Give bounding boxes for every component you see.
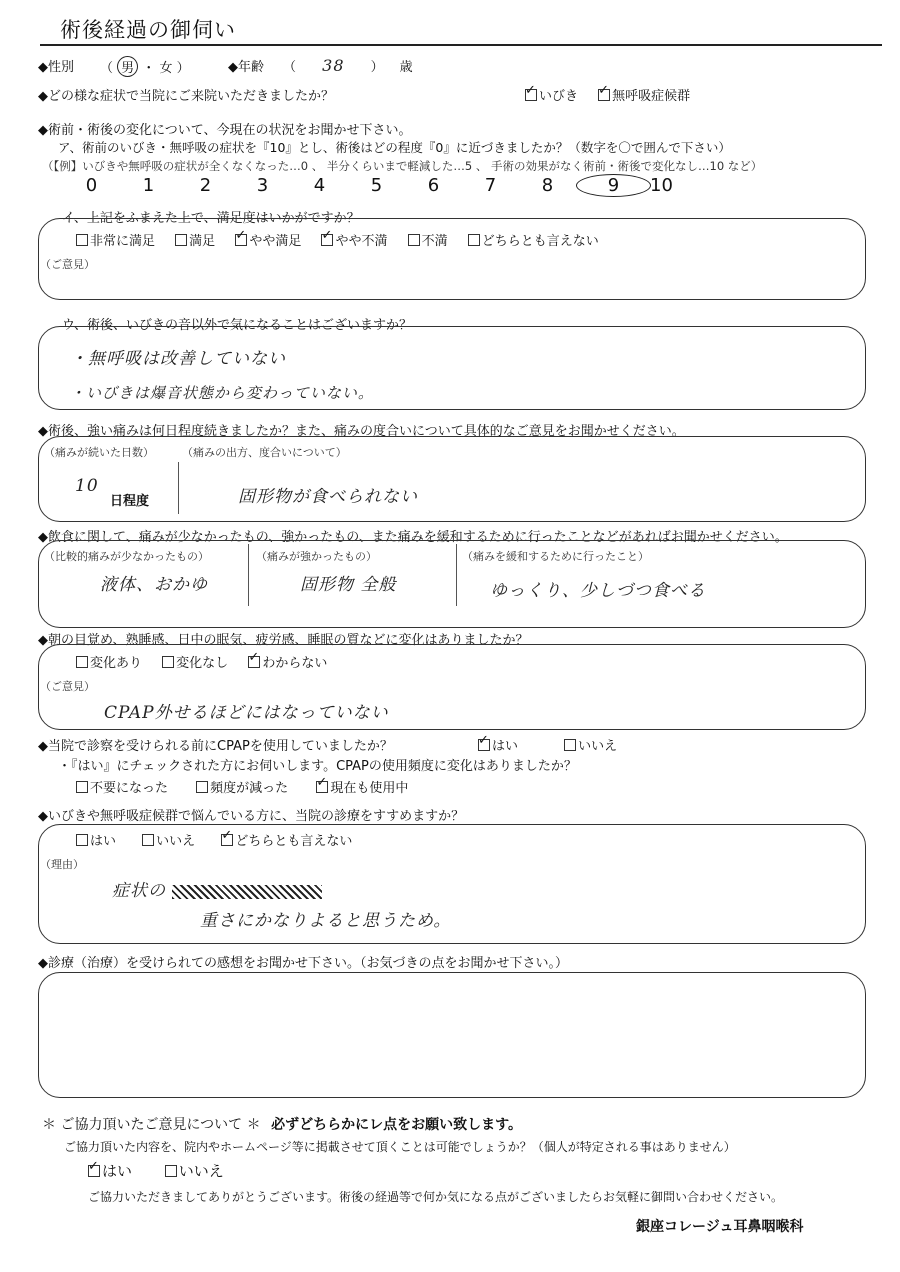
option-label: やや不満 [335,234,388,249]
scale-7[interactable]: 7 [484,175,497,196]
footer-notice [42,1114,522,1134]
age-unit: 歳 [399,60,413,75]
q7-text: ◆朝の目覚め、熟睡感、日中の眠気、疲労感、睡眠の質などに変化はありましたか？ [38,633,529,648]
option-label: どちらとも言えない [235,834,353,849]
q3-option-neither[interactable] [468,230,599,249]
option-label: いびき [539,89,579,104]
q3-option-dissatisfied[interactable] [408,230,448,249]
q6-col3-value[interactable]: ゆっくり、少しづつ食べる [490,581,706,601]
sex-label: ◆性別 [38,60,74,75]
q5-days-value[interactable]: 10 [75,476,99,496]
q7-option-no-change[interactable] [162,652,228,671]
option-label: やや満足 [249,234,302,249]
q5-degree-value[interactable]: 固形物が食べられない [238,487,418,507]
checkbox-icon [478,739,490,751]
q3-option-satisfied[interactable] [175,230,215,249]
q7-option-unknown[interactable] [248,652,327,671]
q1-option-snoring[interactable] [525,85,578,104]
footer-notice-b: 必ずどちらかにレ点をお願い致します。 [271,1117,522,1133]
checkbox-icon [525,89,537,101]
q5-days-unit: 日程度 [110,494,150,509]
q5-days-label: （痛みが続いた日数） [44,446,154,459]
q3-text: イ、上記をふまえた上で、満足度はいかがですか？ [62,211,360,226]
checkbox-icon [564,739,576,751]
checkbox-icon [142,834,154,846]
q4-text: ウ、術後、いびきの音以外で気になることはございますか？ [62,318,412,333]
sex-separator: ・ [142,61,156,76]
checkbox-icon [196,781,208,793]
option-label: わからない [262,656,328,671]
q9-option-neither[interactable] [221,830,352,849]
q9-options [76,830,368,849]
option-label: 非常に満足 [90,234,156,249]
checkbox-icon [321,234,333,246]
checkbox-icon [248,656,260,668]
option-label: 頻度が減った [210,781,289,796]
checkbox-icon [235,234,247,246]
checkbox-icon [175,234,187,246]
option-label: いいえ [156,834,196,849]
q7-options [76,652,343,671]
q6-col1-label: （比較的痛みが少なかったもの） [44,550,209,563]
scale-3[interactable]: 3 [256,175,269,196]
footer-notice-a: ＊ ご協力頂いたご意見について ＊ [42,1117,261,1133]
scale-8[interactable]: 8 [541,175,554,196]
option-label: 不要になった [90,781,169,796]
q8-option-not-needed[interactable] [76,777,168,796]
sex-female[interactable]: 女 [159,61,173,76]
q6-col2-value[interactable]: 固形物 全般 [300,575,397,595]
age-value[interactable]: 38 [322,56,345,75]
checkbox-icon [76,834,88,846]
q9-text: ◆いびきや無呼吸症候群で悩んでいる方に、当院の診療をすすめますか？ [38,809,465,824]
option-label: 無呼吸症候群 [612,89,691,104]
option-label: 満足 [189,234,216,249]
scale-6[interactable]: 6 [427,175,440,196]
q9-reason-label: （理由） [40,858,84,871]
checkbox-icon [165,1165,177,1177]
option-label: どちらとも言えない [481,234,599,249]
q3-opinion-label: （ご意見） [40,258,95,271]
q9-reason-line2[interactable]: 重さにかなりよると思うため。 [200,911,452,931]
scale-5[interactable]: 5 [370,175,383,196]
q6-divider-1 [248,544,249,606]
q7-option-changed[interactable] [76,652,142,671]
q5-text: ◆術後、強い痛みは何日程度続きましたか？また、痛みの度合いについて具体的なご意見をお聞かせください。 [38,424,685,439]
checkbox-icon [316,781,328,793]
clinic-name: 銀座コレージュ耳鼻咽喉科 [636,1219,804,1235]
q4-answer-line1[interactable]: ・無呼吸は改善していない [70,349,286,369]
page-title: 術後経過の御伺い [60,18,236,42]
checkbox-icon [76,656,88,668]
q6-col3-label: （痛みを緩和するために行ったこと） [462,550,649,563]
q8-option-reduced[interactable] [196,777,288,796]
footer-question: ご協力頂いた内容を、院内やホームページ等に掲載させて頂くことは可能でしょうか？（個人が特定される事はありません） [64,1140,736,1154]
sex-field: （ 男 ・ 女 ） [100,56,190,77]
option-label: いいえ [578,739,618,754]
q7-opinion-value[interactable]: CPAP外せるほどにはなっていない [104,703,389,723]
q6-text: ◆飲食に関して、痛みが少なかったもの、強かったもの、また痛みを緩和するために行ったことなどがあればお聞かせください。 [38,530,788,545]
checkbox-icon [408,234,420,246]
q10-box[interactable] [38,972,866,1098]
q3-option-somewhat-dissatisfied[interactable] [321,230,387,249]
checkbox-icon [76,781,88,793]
q6-col2-label: （痛みが強かったもの） [256,550,377,563]
q8-options [478,735,633,754]
age-label: ◆年齢 [228,60,264,75]
q8-sub-options [76,777,424,796]
q9-reason-text: 症状の [112,881,166,901]
q5-box [38,436,866,522]
option-label: はい [102,1162,133,1180]
q8-text: ◆当院で診察を受けられる前にCPAPを使用していましたか？ [38,739,393,754]
q2-scale [63,174,690,197]
footer-option-no[interactable] [165,1160,224,1181]
option-label: はい [90,834,117,849]
title-underline [40,44,882,46]
q9-reason-line1[interactable] [112,876,322,901]
q1-text: ◆どの様な症状で当院にご来院いただきましたか？ [38,89,334,104]
option-label: 変化なし [176,656,229,671]
scale-9-selected[interactable] [576,174,633,197]
checkbox-icon [468,234,480,246]
q5-degree-label: （痛みの出方、度合いについて） [182,446,347,459]
option-label: 変化あり [90,656,143,671]
q6-divider-2 [456,544,457,606]
q2-example: （【例】いびきや無呼吸の症状が全くなくなった…0 、 半分くらいまで軽減した…5 、 手術の効果がなく術前・術後で変化なし…10 など） [42,159,763,173]
q7-opinion-label: （ご意見） [40,680,95,693]
footer-options [88,1160,240,1181]
q9-option-yes[interactable] [76,830,116,849]
sex-male-circled[interactable]: 男 [117,56,138,77]
q3-option-very-satisfied[interactable] [76,230,155,249]
scale-2[interactable]: 2 [199,175,212,196]
scale-0[interactable]: 0 [85,175,98,196]
q9-option-no[interactable] [142,830,195,849]
checkbox-icon [88,1165,100,1177]
q3-options [76,230,615,249]
checkbox-icon [76,234,88,246]
q10-text: ◆診療（治療）を受けられての感想をお聞かせ下さい。（お気づきの点をお聞かせ下さい。） [38,956,568,971]
checkbox-icon [221,834,233,846]
q2-sub-a: ア、術前のいびき・無呼吸の症状を『10』とし、術後はどの程度『0』に近づきましたか？（数字を〇で囲んで下さい） [58,140,731,155]
q8-option-no[interactable] [564,735,617,754]
age-field: （ 38 ） 歳 [283,56,413,75]
scale-10[interactable]: 10 [650,175,673,196]
q8-sub-text: ・『はい』にチェックされた方にお伺いします。CPAPの使用頻度に変化はありましたか？ [58,759,577,774]
footer-thanks: ご協力いただきましてありがとうございます。術後の経過等で何か気になる点がございましたらお気軽に御問い合わせください。 [88,1190,784,1204]
scale-4[interactable]: 4 [313,175,326,196]
q5-divider [178,462,179,514]
q8-option-yes[interactable] [478,735,518,754]
checkbox-icon [598,89,610,101]
footer-option-yes[interactable] [88,1160,132,1181]
option-label: 現在も使用中 [330,781,409,796]
selected-circle: 9 [576,174,651,197]
q2-text: ◆術前・術後の変化について、今現在の状況をお聞かせ下さい。 [38,123,412,138]
q1-option-apnea[interactable] [598,85,690,104]
checkbox-icon [162,656,174,668]
q6-col1-value[interactable]: 液体、おかゆ [100,575,208,595]
option-label: 不満 [421,234,448,249]
scale-1[interactable]: 1 [142,175,155,196]
option-label: いいえ [178,1162,224,1180]
q3-option-somewhat-satisfied[interactable] [235,230,301,249]
q4-answer-line2[interactable]: ・いびきは爆音状態から変わっていない。 [70,384,374,402]
q8-option-still-using[interactable] [316,777,408,796]
crossed-out-scribble [172,885,322,899]
q1-options [525,85,706,104]
option-label: はい [492,739,519,754]
